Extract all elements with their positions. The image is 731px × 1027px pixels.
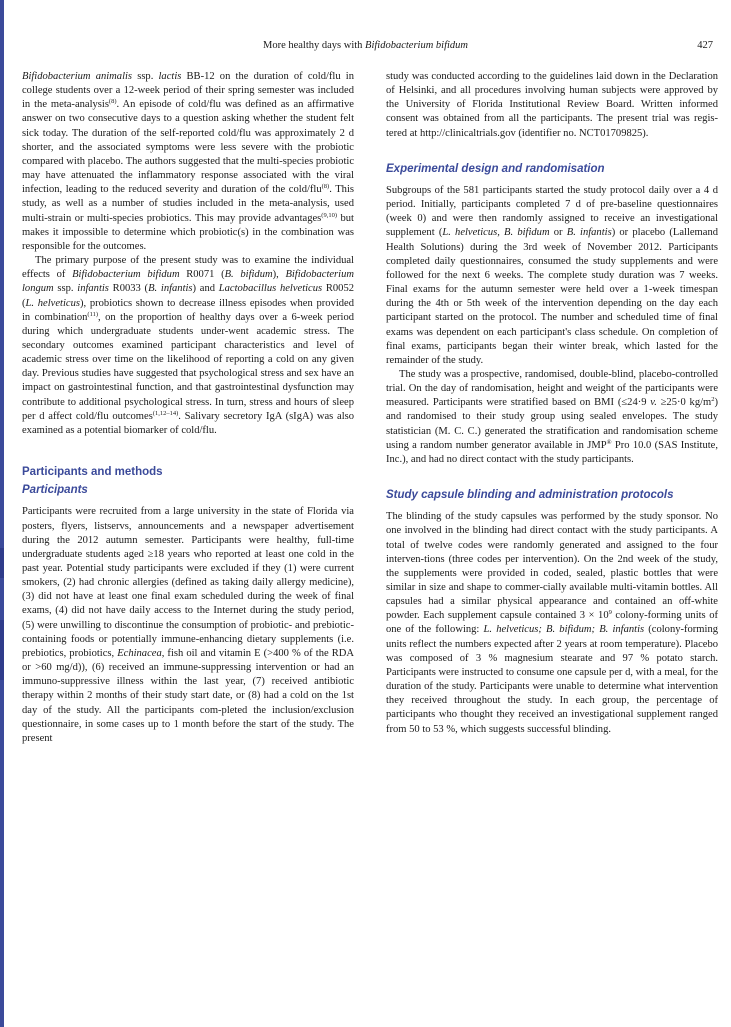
italic-text: lactis <box>158 71 182 82</box>
citation-superscript: ® <box>606 438 612 446</box>
running-title-prefix: More healthy days with <box>262 40 366 51</box>
italic-text: L. helveticus, B. bifidum <box>442 227 550 239</box>
text-run: Participants were recruited from a large university in the state of Florida via posters, flyers, listservs, announcements and a newspaper advertisement during the 2012 autumn semester. Participants were healthy, full-time undergraduate students aged ≥18 years who reported at least one cold in the past year. Potential study participants were excluded if they (1) were current smokers, (2) had chronic allergies (defined as taking daily allergy medicine), (3) did not have at least one final exam scheduled during the week of final exams, (4) did not have daily access to the Internet during the study period, (5) were unwilling to discontinue the consumption of probiotic- and prebiotic-containing foods or potentially immune-enhancing dietary supplements (i.e. prebiotics, probiotics, <box>22 506 354 659</box>
left-edge-bar <box>0 0 4 1027</box>
citation-superscript: 2 <box>711 396 715 404</box>
text-run: The primary purpose of the present study was to examine the individual effects of <box>22 255 354 281</box>
running-header <box>0 40 731 56</box>
italic-text: Lactobacillus helveticus <box>218 283 323 295</box>
text-run: or <box>549 227 567 239</box>
text-run: , fish oil and vitamin E (>400 % of the RDA or >60 mg/d)), (6) received an immune-suppressing intervention or had an immuno-suppressive illness within the last year, (7) received antibiotic therapy within 2 months of their study start date, or (8) had a cold on the 1st day of the study. All the participants com-pleted the inclusion/exclusion questionnaire, in some cases up to 1 month before the start of the study. The present <box>22 647 354 744</box>
citation-superscript: (8) <box>321 183 330 191</box>
text-run: ≥25·0 kg/m <box>656 397 712 409</box>
subsection-heading: Experimental design and randomisation <box>386 162 605 175</box>
text-run: Subgroups of the 581 participants started the study protocol daily over a 4 d period. Initially, participants completed 7 d of pre-baseline questionnaires (week 0) and were then randomly assigned to receive an investigational supplement ( <box>386 184 718 239</box>
italic-text: v. <box>650 397 657 409</box>
citation-superscript: (8) <box>108 98 117 106</box>
italic-text: B. infantis <box>566 227 612 239</box>
citation-superscript: 9 <box>608 609 612 617</box>
section-heading: Participants and methods <box>22 466 163 479</box>
running-title-italic: Bifidobacterium bifidum <box>365 40 468 51</box>
text-run: (colony-forming units reflect the numbers expected after 2 years at room temperature). Placebo was composed of 3 % magnesium stearate and 97 % potato starch. Participants were instructed to consume one capsule per d, with a meal, for the duration of the study. Participants were unable to determine what intervention they received throughout the study. In each group, the percentage of participants who thought they received an investigational supplement ranged from 50 to 53 %, which suggests successful blinding. <box>386 624 718 735</box>
text-run: Pro 10.0 (SAS Institute, Inc.), and had no direct contact with the study participants. <box>386 439 718 465</box>
citation-superscript: (11) <box>87 310 99 318</box>
paragraph <box>22 505 354 746</box>
paragraph <box>386 70 718 141</box>
text-run: R0033 ( <box>108 283 149 295</box>
italic-text: infantis <box>77 283 109 295</box>
italic-text: B. bifidum <box>224 269 273 281</box>
text-run: The blinding of the study capsules was performed by the study sponsor. No one involved in the blinding had direct contact with the study participants. A total of twelve codes were randomly generated and assigned to the four interven-tions (three codes per intervention). On the 2nd week of the study, the supplements were provided in coded, sealed, plastic bottles that were similar in size and shape to commer-cially available multi-vitamin bottles. All capsules had a similar physical appearance and contained an off-white powder. Each supplement capsule contained 3 × 10 <box>386 511 718 622</box>
italic-text: L. helveticus; B. bifidum; B. infantis <box>483 624 645 636</box>
text-run: ), <box>272 269 286 281</box>
right-column <box>386 70 718 737</box>
italic-text: Bifidobacterium longum <box>22 269 354 295</box>
subsection-heading: Participants <box>22 484 88 497</box>
left-edge-marker <box>0 620 4 680</box>
running-title <box>0 40 731 51</box>
italic-text: Bifidobacterium bifidum <box>72 269 180 281</box>
text-run: . An episode of cold/flu was defined as an affirmative answer on two consecutive days to a question asking whether the student felt sick today. The duration of the self-reported cold/flu was approximately 2 d shorter, and the associated symptoms were less severe with the probiotic compared with placebo. The authors suggested that the multi-species probiotic may have attenuated the inflammatory response associated with the viral infection, leading to the reduced severity and duration of the cold/flu <box>22 99 354 196</box>
text-run: . This study, as well as a number of studies included in the meta-analysis, used multi-strain or multi-species probiotics. This may provide advantages <box>22 184 354 224</box>
text-run: The study was a prospective, randomised, double-blind, placebo-controlled trial. On the day of randomisation, height and weight of the participants were measured. Participants were stratified based on BMI (≤24·9 <box>386 368 718 409</box>
paragraph <box>22 70 354 254</box>
text-run: ssp. <box>132 71 159 82</box>
text-run: ssp. <box>53 283 78 295</box>
text-run: colony-forming units of one of the following: <box>386 610 718 636</box>
text-run: ), probiotics shown to decrease illness episodes when provided in combination <box>22 297 355 323</box>
citation-superscript: (1,12–14) <box>152 409 179 417</box>
paragraph <box>386 510 718 737</box>
text-run: ) and <box>192 283 219 295</box>
paragraph <box>386 184 718 368</box>
text-run: study was conducted according to the guidelines laid down in the Declaration of Helsinki, and all procedures involving human subjects were approved by the University of Florida Institutional Review Board. Written informed consent was obtained from all the participants. The present trial was regis-tered at http://clinicaltrials.gov (identifier no. NCT01709825). <box>386 71 718 139</box>
left-edge-marker <box>0 548 4 578</box>
text-run: . Salivary secretory IgA (sIgA) was also examined as a potential biomarker of cold/flu. <box>22 410 355 436</box>
page-number: 427 <box>697 40 713 51</box>
italic-text: Echinacea <box>117 647 162 659</box>
italic-text: L. helveticus <box>25 297 80 309</box>
text-run: , on the proportion of healthy days over a 6-week period during which undergraduate students under-went academic stress. The secondary outcomes examined participant characteristics and level of academic stress over time on the likelihood of reporting a cold on any given day. Previous studies have suggested that psychological stress and sex have an impact on gastrointestinal function, and that gastrointestinal dysfunction may contribute to additional psychological stress. In turn, stress and hours of sleep per d affect cold/flu outcomes <box>22 311 354 422</box>
italic-text: Bifidobacterium animalis <box>22 71 133 82</box>
text-run: ) and randomised to their study group using sealed envelopes. The study statistician (M. C. C.) generated the stratification and randomisation scheme using a random number generator available in JMP <box>386 397 719 451</box>
text-run: R0071 ( <box>179 269 225 281</box>
italic-text: B. infantis <box>148 283 193 295</box>
citation-superscript: (9,10) <box>321 211 338 219</box>
text-run: BB-12 on the duration of cold/flu in college students over a 12-week period of their spring semester was included in the meta-analysis <box>22 71 354 111</box>
paragraph <box>22 254 354 438</box>
left-column <box>22 70 354 746</box>
paragraph <box>386 368 718 467</box>
text-run: but makes it impossible to determine which probiotic(s) in the combination was responsible for the outcomes. <box>22 212 354 252</box>
subsection-heading: Study capsule blinding and administration protocols <box>386 489 674 502</box>
text-run: R0052 ( <box>22 283 354 309</box>
text-run: ) or placebo (Lallemand Health Solutions) during the 3rd week of November 2012. Participants completed daily questionnaires, consumed the study supplements and were followed for the next 6 weeks. The complete study duration was 7 weeks. Final exams for the autumn semester were held over a 1-week timespan during the 4th or 5th week of the intervention depending on the day each participant started on the protocol. The number and scheduled time of final exams was dependent on each participant's class schedule. On completion of final exams, participants began their winter break, which lasted for the remainder of the study. <box>386 227 718 366</box>
